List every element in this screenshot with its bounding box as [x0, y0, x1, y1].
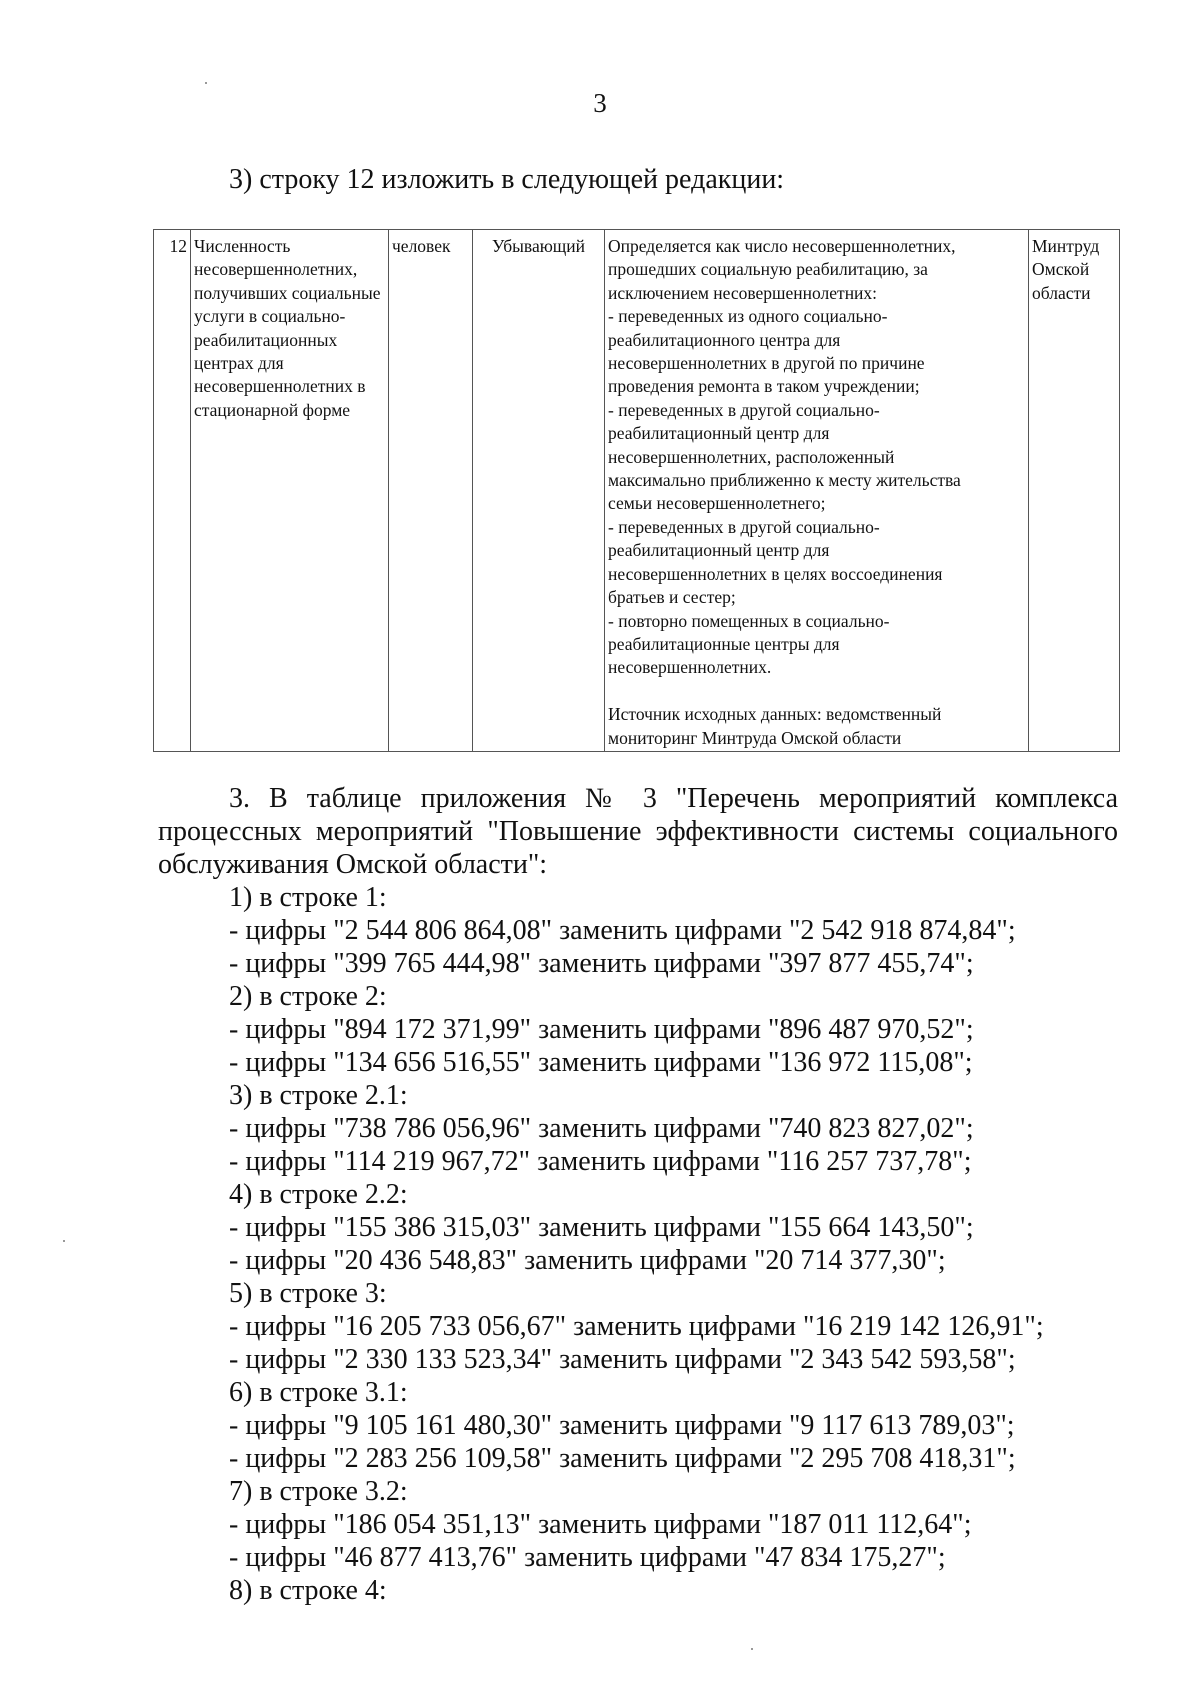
- definition-gap: [608, 680, 1025, 703]
- definition-line: несовершеннолетних в целях воссоединения: [608, 563, 943, 584]
- unit-cell: человек: [389, 230, 473, 752]
- page-number: 3: [593, 88, 607, 118]
- definition-line: реабилитационные центры для: [608, 633, 840, 654]
- amendment-line: - цифры "134 656 516,55" заменить цифрами "136 972 115,08";: [229, 1047, 973, 1078]
- indicator-table: [153, 229, 1120, 752]
- table-row: [154, 230, 1120, 752]
- section-3-heading: 3. В таблице приложения № 3 "Перечень мероприятий комплекса процессных мероприятий "Повышение эффективности системы социального обслуживания Омской области":: [158, 783, 1118, 880]
- amendment-line: - цифры "46 877 413,76" заменить цифрами "47 834 175,27";: [229, 1542, 946, 1573]
- definition-line: семьи несовершеннолетнего;: [608, 493, 826, 514]
- intro-line: 3) строку 12 изложить в следующей редакции:: [229, 164, 785, 195]
- definition-line: несовершеннолетних.: [608, 657, 772, 678]
- section-3: [158, 782, 1118, 1607]
- amendment-line: - цифры "2 544 806 864,08" заменить цифрами "2 542 918 874,84";: [229, 915, 1016, 946]
- amendment-line: - цифры "2 283 256 109,58" заменить цифрами "2 295 708 418,31";: [229, 1443, 1016, 1474]
- row-reference-line: 2) в строке 2:: [229, 981, 387, 1012]
- definition-line: Источник исходных данных: ведомственный: [608, 704, 942, 725]
- amendment-line: - цифры "20 436 548,83" заменить цифрами "20 714 377,30";: [229, 1245, 946, 1276]
- row-number-cell: 12: [154, 230, 191, 752]
- definition-line: реабилитационного центра для: [608, 329, 841, 350]
- definition-line: реабилитационный центр для: [608, 540, 830, 561]
- scan-speck: [63, 1240, 65, 1242]
- responsible-cell: Минтруд Омской области: [1029, 230, 1120, 752]
- amendment-list: [158, 881, 1118, 1607]
- row-reference-line: 8) в строке 4:: [229, 1575, 387, 1606]
- definition-line: максимально приближенно к месту жительства: [608, 470, 961, 491]
- direction-cell: [473, 230, 605, 752]
- amendment-line: - цифры "2 330 133 523,34" заменить цифрами "2 343 542 593,58";: [229, 1344, 1016, 1375]
- indicator-name-cell: Численность несовершеннолетних, получивших социальные услуги в социально-реабилитационных центрах для несовершеннолетних в стационарной форме: [191, 230, 389, 752]
- definition-line: исключением несовершеннолетних:: [608, 282, 878, 303]
- row-reference-line: 1) в строке 1:: [229, 882, 387, 913]
- definition-line: - переведенных из одного социально-: [608, 306, 888, 327]
- row-reference-line: 7) в строке 3.2:: [229, 1476, 408, 1507]
- direction-text: Убывающий: [491, 236, 586, 256]
- definition-cell: [605, 230, 1029, 752]
- scan-speck: [751, 1648, 753, 1650]
- amendment-line: - цифры "114 219 967,72" заменить цифрами "116 257 737,78";: [229, 1146, 972, 1177]
- definition-line: несовершеннолетних в другой по причине: [608, 353, 925, 374]
- amendment-line: - цифры "16 205 733 056,67" заменить цифрами "16 219 142 126,91";: [229, 1311, 1044, 1342]
- amendment-line: - цифры "399 765 444,98" заменить цифрами "397 877 455,74";: [229, 948, 974, 979]
- definition-line: несовершеннолетних, расположенный: [608, 446, 895, 467]
- row-reference-line: 6) в строке 3.1:: [229, 1377, 408, 1408]
- definition-line: реабилитационный центр для: [608, 423, 830, 444]
- row-reference-line: 4) в строке 2.2:: [229, 1179, 408, 1210]
- amendment-line: - цифры "155 386 315,03" заменить цифрами "155 664 143,50";: [229, 1212, 974, 1243]
- amendment-line: - цифры "9 105 161 480,30" заменить цифрами "9 117 613 789,03";: [229, 1410, 1015, 1441]
- definition-line: проведения ремонта в таком учреждении;: [608, 376, 920, 397]
- definition-line: мониторинг Минтруда Омской области: [608, 727, 902, 748]
- definition-line: - переведенных в другой социально-: [608, 399, 880, 420]
- amendment-line: - цифры "738 786 056,96" заменить цифрами "740 823 827,02";: [229, 1113, 974, 1144]
- amendment-line: - цифры "894 172 371,99" заменить цифрами "896 487 970,52";: [229, 1014, 974, 1045]
- definition-line: - переведенных в другой социально-: [608, 516, 880, 537]
- definition-line: братьев и сестер;: [608, 587, 736, 608]
- definition-line: прошедших социальную реабилитацию, за: [608, 259, 928, 280]
- scan-speck: [205, 82, 207, 84]
- amendment-line: - цифры "186 054 351,13" заменить цифрами "187 011 112,64";: [229, 1509, 972, 1540]
- row-reference-line: 5) в строке 3:: [229, 1278, 387, 1309]
- definition-line: - повторно помещенных в социально-: [608, 610, 890, 631]
- definition-line: Определяется как число несовершеннолетних,: [608, 236, 956, 256]
- row-reference-line: 3) в строке 2.1:: [229, 1080, 408, 1111]
